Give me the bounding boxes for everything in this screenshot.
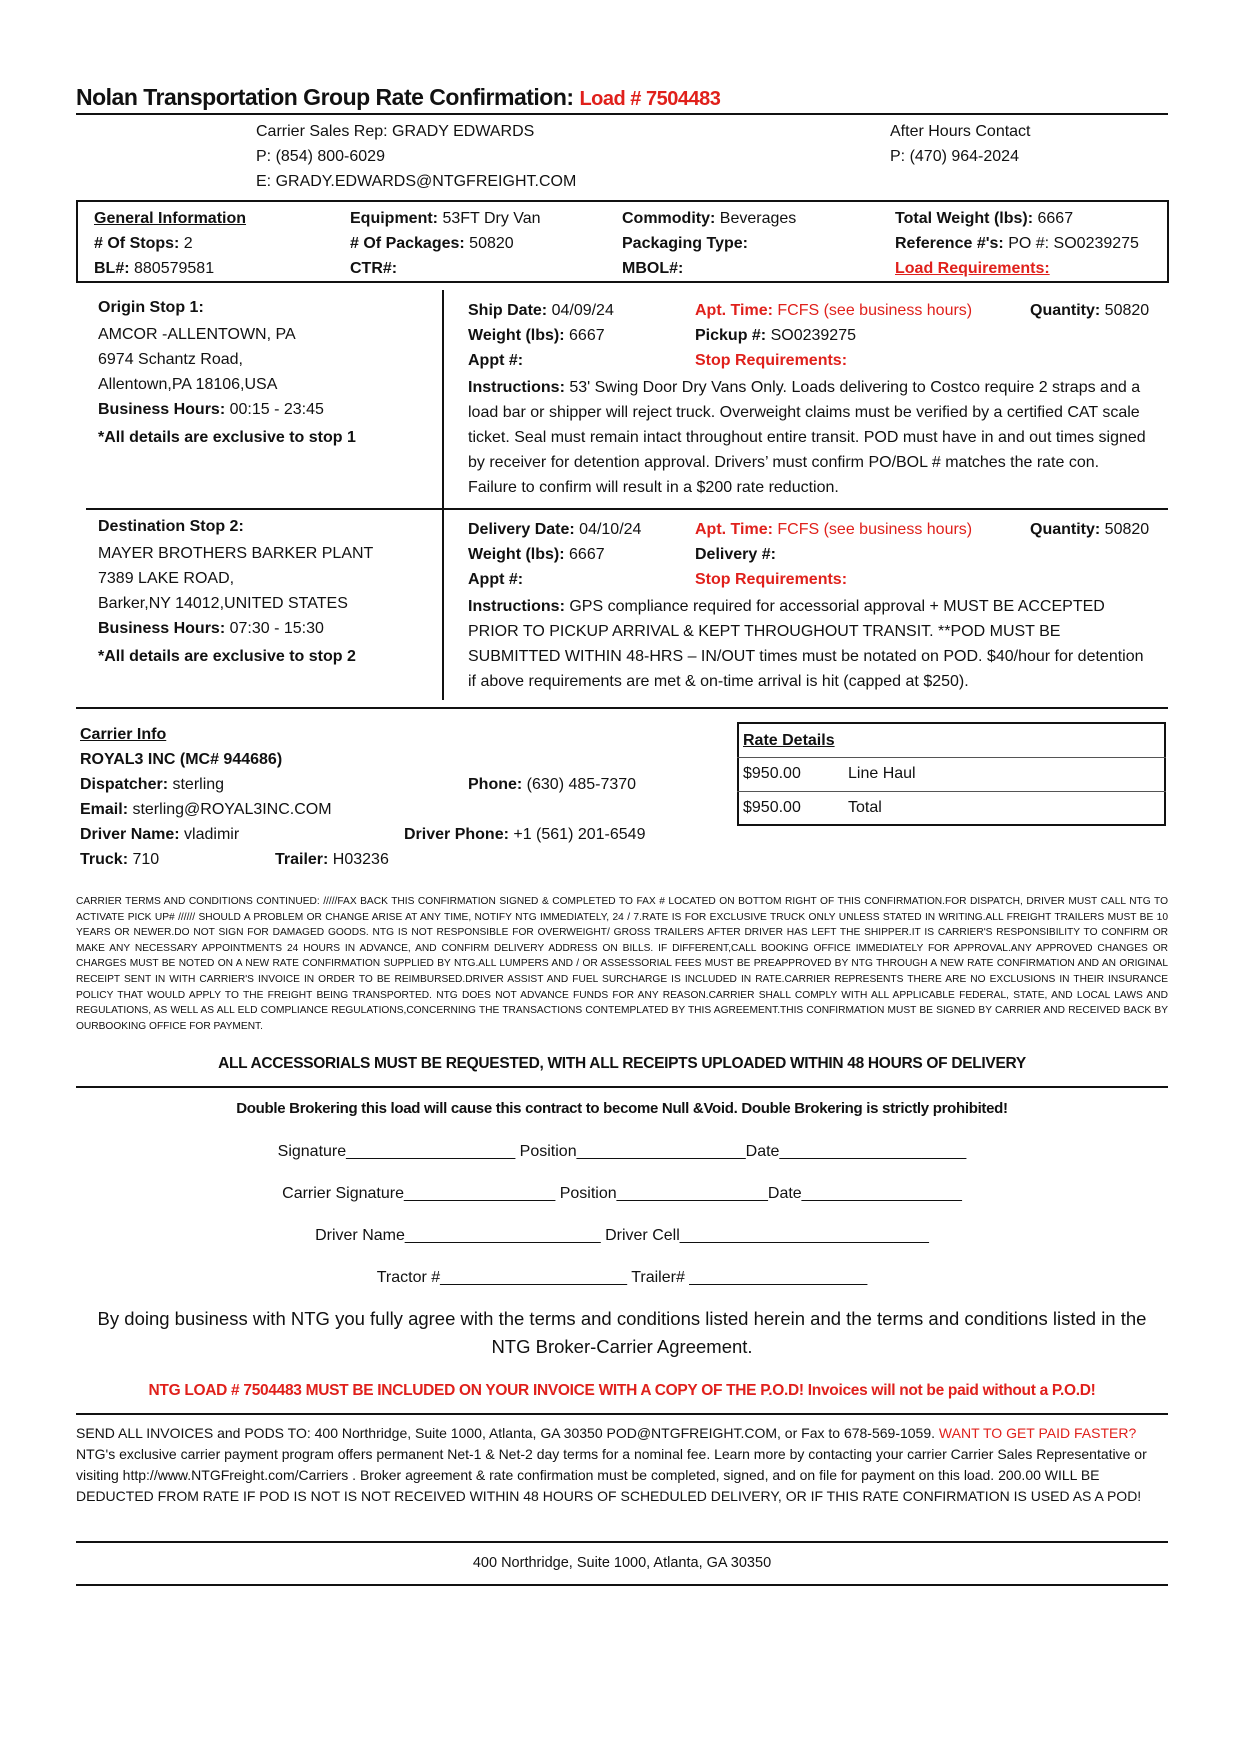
pod-rule [76, 1413, 1168, 1415]
origin-hours: Business Hours: 00:15 - 23:45 [98, 401, 324, 418]
truck-number: Truck: 710 [80, 851, 160, 868]
origin-city: Allentown,PA 18106,USA [98, 376, 278, 393]
invoice-instructions: SEND ALL INVOICES and PODS TO: 400 Northridge, Suite 1000, Atlanta, GA 30350 POD@NTGFREIGHT.COM, or Fax to 678-569-1059. WANT TO GET PAID FASTER? NTG's exclusive carrier payment program offers permanent Net-1 & Net-2 day terms for a nominal fee. Learn more by contacting your carrier Carrier Sales Representative or visiting http://www.NTGFreight.com/Carriers . Broker agreement & rate confirmation must be completed, signed, and on file for payment on this load. 200.00 WILL BE DEDUCTED FROM RATE IF POD IS NOT IS NOT RECEIVED WITHIN 48 HOURS OF SCHEDULED DELIVERY, OR IF THIS RATE CONFIRMATION IS USED AS A POD! [76, 1425, 1147, 1504]
origin-heading: Origin Stop 1: [98, 299, 204, 316]
delivery-date: Delivery Date: 04/10/24 [468, 521, 642, 538]
title-underline [76, 113, 1168, 115]
delivery-number: Delivery #: [695, 546, 776, 563]
paid-faster-callout: WANT TO GET PAID FASTER? [938, 1425, 1137, 1441]
sales-rep-email: E: GRADY.EDWARDS@NTGFREIGHT.COM [256, 173, 577, 190]
dispatcher: Dispatcher: sterling [80, 776, 225, 793]
origin-appt: Appt #: [468, 352, 524, 369]
title-text: Nolan Transportation Group Rate Confirmation: [76, 84, 580, 110]
carrier-phone: Phone: (630) 485-7370 [468, 776, 637, 793]
rate-total-description: Total [848, 799, 882, 816]
agreement-statement: By doing business with NTG you fully agree with the terms and conditions listed herein and the terms and conditions listed in the NTG Broker-Carrier Agreement. [97, 1308, 1147, 1357]
origin-instructions: Instructions: 53' Swing Door Dry Vans Only. Loads delivering to Costco require 2 straps and a load bar or shipper will reject truck. Overweight claims must be verified by a certified CAT scale ticket. Seal must remain intact throughout entire transit. POD must have in and out times signed by receiver for detention approval. Drivers’ must confirm PO/BOL # matches the rate con. Failure to confirm will result in a $200 rate reduction. [468, 379, 1146, 496]
destination-hours: Business Hours: 07:30 - 15:30 [98, 620, 324, 637]
rate-amount: $950.00 [743, 765, 801, 782]
ship-date: Ship Date: 04/09/24 [468, 302, 614, 319]
destination-weight: Weight (lbs): 6667 [468, 546, 605, 563]
footer-bottom-rule [76, 1584, 1168, 1586]
carrier-info-heading: Carrier Info [80, 726, 167, 743]
destination-appt: Appt #: [468, 571, 524, 588]
carrier-email: Email: sterling@ROYAL3INC.COM [80, 801, 332, 818]
origin-quantity: Quantity: 50820 [1030, 302, 1150, 319]
carrier-name: ROYAL3 INC (MC# 944686) [80, 751, 283, 768]
stop-separator [86, 508, 1168, 510]
stops-count: # Of Stops: 2 [94, 235, 193, 252]
rate-details-heading: Rate Details [743, 732, 835, 749]
destination-stop-requirements: Stop Requirements: [695, 571, 848, 588]
carrier-signature-line[interactable]: Carrier Signature_________________ Position_________________Date__________________ [282, 1185, 962, 1202]
accessorials-rule [76, 1086, 1168, 1088]
rate-total-amount: $950.00 [743, 799, 801, 816]
general-info-heading: General Information [94, 210, 247, 227]
accessorials-notice: ALL ACCESSORIALS MUST BE REQUESTED, WITH ALL RECEIPTS UPLOADED WITHIN 48 HOURS OF DELIVERY [218, 1055, 1026, 1072]
origin-apt-time: Apt. Time: FCFS (see business hours) [695, 302, 973, 319]
sales-rep: Carrier Sales Rep: GRADY EDWARDS [256, 123, 535, 140]
driver-name: Driver Name: vladimir [80, 826, 240, 843]
page-title [76, 84, 720, 111]
destination-exclusive: *All details are exclusive to stop 2 [98, 648, 356, 665]
signature-line[interactable]: Signature___________________ Position___________________Date_____________________ [277, 1143, 967, 1160]
sales-rep-phone: P: (854) 800-6029 [256, 148, 385, 165]
stops-divider [442, 290, 444, 700]
destination-heading: Destination Stop 2: [98, 518, 244, 535]
driver-info-line[interactable]: Driver Name______________________ Driver Cell____________________________ [315, 1227, 929, 1244]
origin-weight: Weight (lbs): 6667 [468, 327, 605, 344]
destination-apt-time: Apt. Time: FCFS (see business hours) [695, 521, 973, 538]
trailer-number: Trailer: H03236 [275, 851, 389, 868]
load-requirements-link[interactable]: Load Requirements: [895, 260, 1050, 277]
destination-name: MAYER BROTHERS BARKER PLANT [98, 545, 374, 562]
commodity: Commodity: Beverages [622, 210, 797, 227]
ctr-number: CTR#: [350, 260, 398, 277]
equipment: Equipment: 53FT Dry Van [350, 210, 541, 227]
mbol-number: MBOL#: [622, 260, 684, 277]
stops-bottom-rule [76, 707, 1168, 709]
origin-name: AMCOR -ALLENTOWN, PA [98, 326, 296, 343]
tractor-trailer-line[interactable]: Tractor #_____________________ Trailer# ____________________ [376, 1269, 868, 1286]
footer-top-rule [76, 1541, 1168, 1543]
destination-city: Barker,NY 14012,UNITED STATES [98, 595, 348, 612]
driver-phone: Driver Phone: +1 (561) 201-6549 [404, 826, 646, 843]
after-hours-phone: P: (470) 964-2024 [890, 148, 1019, 165]
packaging-type: Packaging Type: [622, 235, 748, 252]
rate-description: Line Haul [848, 765, 916, 782]
load-number: Load # 7504483 [579, 88, 721, 110]
total-weight: Total Weight (lbs): 6667 [895, 210, 1074, 227]
footer-address: 400 Northridge, Suite 1000, Atlanta, GA 30350 [472, 1555, 772, 1571]
origin-exclusive: *All details are exclusive to stop 1 [98, 429, 356, 446]
origin-street: 6974 Schantz Road, [98, 351, 243, 368]
destination-quantity: Quantity: 50820 [1030, 521, 1150, 538]
after-hours-label: After Hours Contact [890, 123, 1031, 140]
terms-and-conditions: CARRIER TERMS AND CONDITIONS CONTINUED: /////FAX BACK THIS CONFIRMATION SIGNED & COMPLETED TO FAX # LOCATED ON BOTTOM RIGHT OF THIS CONFIRMATION.FOR DISPATCH, DRIVER MUST CALL NTG TO ACTIVATE PICK UP# ////// SHOULD A PROBLEM OR CHANGE ARISE AT ANY TIME, NOTIFY NTG IMMEDIATELY, 24 / 7.RATE IS FOR EXCLUSIVE TRUCK ONLY UNLESS STATED IN WRITING.ALL FREIGHT TRAILERS MUST BE 10 YEARS OR NEWER.DO NOT SIGN FOR DAMAGED GOODS. NTG IS NOT RESPONSIBLE FOR OVERWEIGHT/ GROSS TRAILERS AFTER DRIVER HAS LEFT THE SHIPPER.IT IS CARRIER'S RESPONSIBILITY TO CONFIRM OR MAKE ANY NECESSARY APPOINTMENTS 24 HOURS IN ADVANCE, AND CONFIRM DELIVERY ADDRESS ON BILLS. IF DIFFERENT,CALL BOOKING OFFICE IMMEDIATELY FOR APPROVAL.ANY APPROVED CHANGES OR CHARGES MUST BE NOTED ON A NEW RATE CONFIRMATION SUPPLIED BY NTG.ALL LUMPERS AND / OR ASSESSORIAL FEES MUST BE PREAPPROVED BY NTG THROUGH A NEW RATE CONFIRMATION AND AN ORIGINAL RECEIPT SENT IN WITH CARRIER'S INVOICE IN ORDER TO BE REIMBURSED.DRIVER ASSIST AND FUEL SURCHARGE IS INCLUDED IN RATE.CARRIER REPRESENTS THERE ARE NO EXCLUSIONS IN THEIR INSURANCE POLICY THAT WOULD APPLY TO THE FREIGHT BEING TRANSPORTED. NTG DOES NOT ADVANCE FUNDS FOR ANY REASON.CARRIER SHALL COMPLY WITH ALL APPLICABLE FEDERAL, STATE, AND LOCAL LAWS AND REGULATIONS, AS WELL AS ALL ELD COMPLIANCE REGULATIONS,CONCERNING THE TRANSACTIONS CONTEMPLATED BY THIS AGREEMENT.THIS CONFIRMATION MUST BE SIGNED BY CARRIER AND RECEIVED BACK BY OURBOOKING OFFICE FOR PAYMENT. [76, 896, 1168, 1032]
reference-numbers: Reference #'s: PO #: SO0239275 [895, 235, 1139, 252]
origin-stop-requirements: Stop Requirements: [695, 352, 848, 369]
packages-count: # Of Packages: 50820 [350, 235, 514, 252]
double-brokering-notice: Double Brokering this load will cause this contract to become Null &Void. Double Brokering is strictly prohibited! [236, 1100, 1008, 1117]
rate-heading-rule [737, 757, 1166, 758]
pod-notice: NTG LOAD # 7504483 MUST BE INCLUDED ON YOUR INVOICE WITH A COPY OF THE P.O.D! Invoices will not be paid without a P.O.D! [148, 1382, 1096, 1399]
rate-row-rule [737, 791, 1166, 792]
pickup-number: Pickup #: SO0239275 [695, 327, 856, 344]
destination-instructions: Instructions: GPS compliance required for accessorial approval + MUST BE ACCEPTED PRIOR TO PICKUP ARRIVAL & KEPT THROUGHOUT TRANSIT. **POD MUST BE SUBMITTED WITHIN 48-HRS – IN/OUT times must be notated on POD. $40/hour for detention if above requirements are met & on-time arrival is hit (capped at $250). [468, 598, 1144, 690]
destination-street: 7389 LAKE ROAD, [98, 570, 235, 587]
bl-number: BL#: 880579581 [94, 260, 215, 277]
